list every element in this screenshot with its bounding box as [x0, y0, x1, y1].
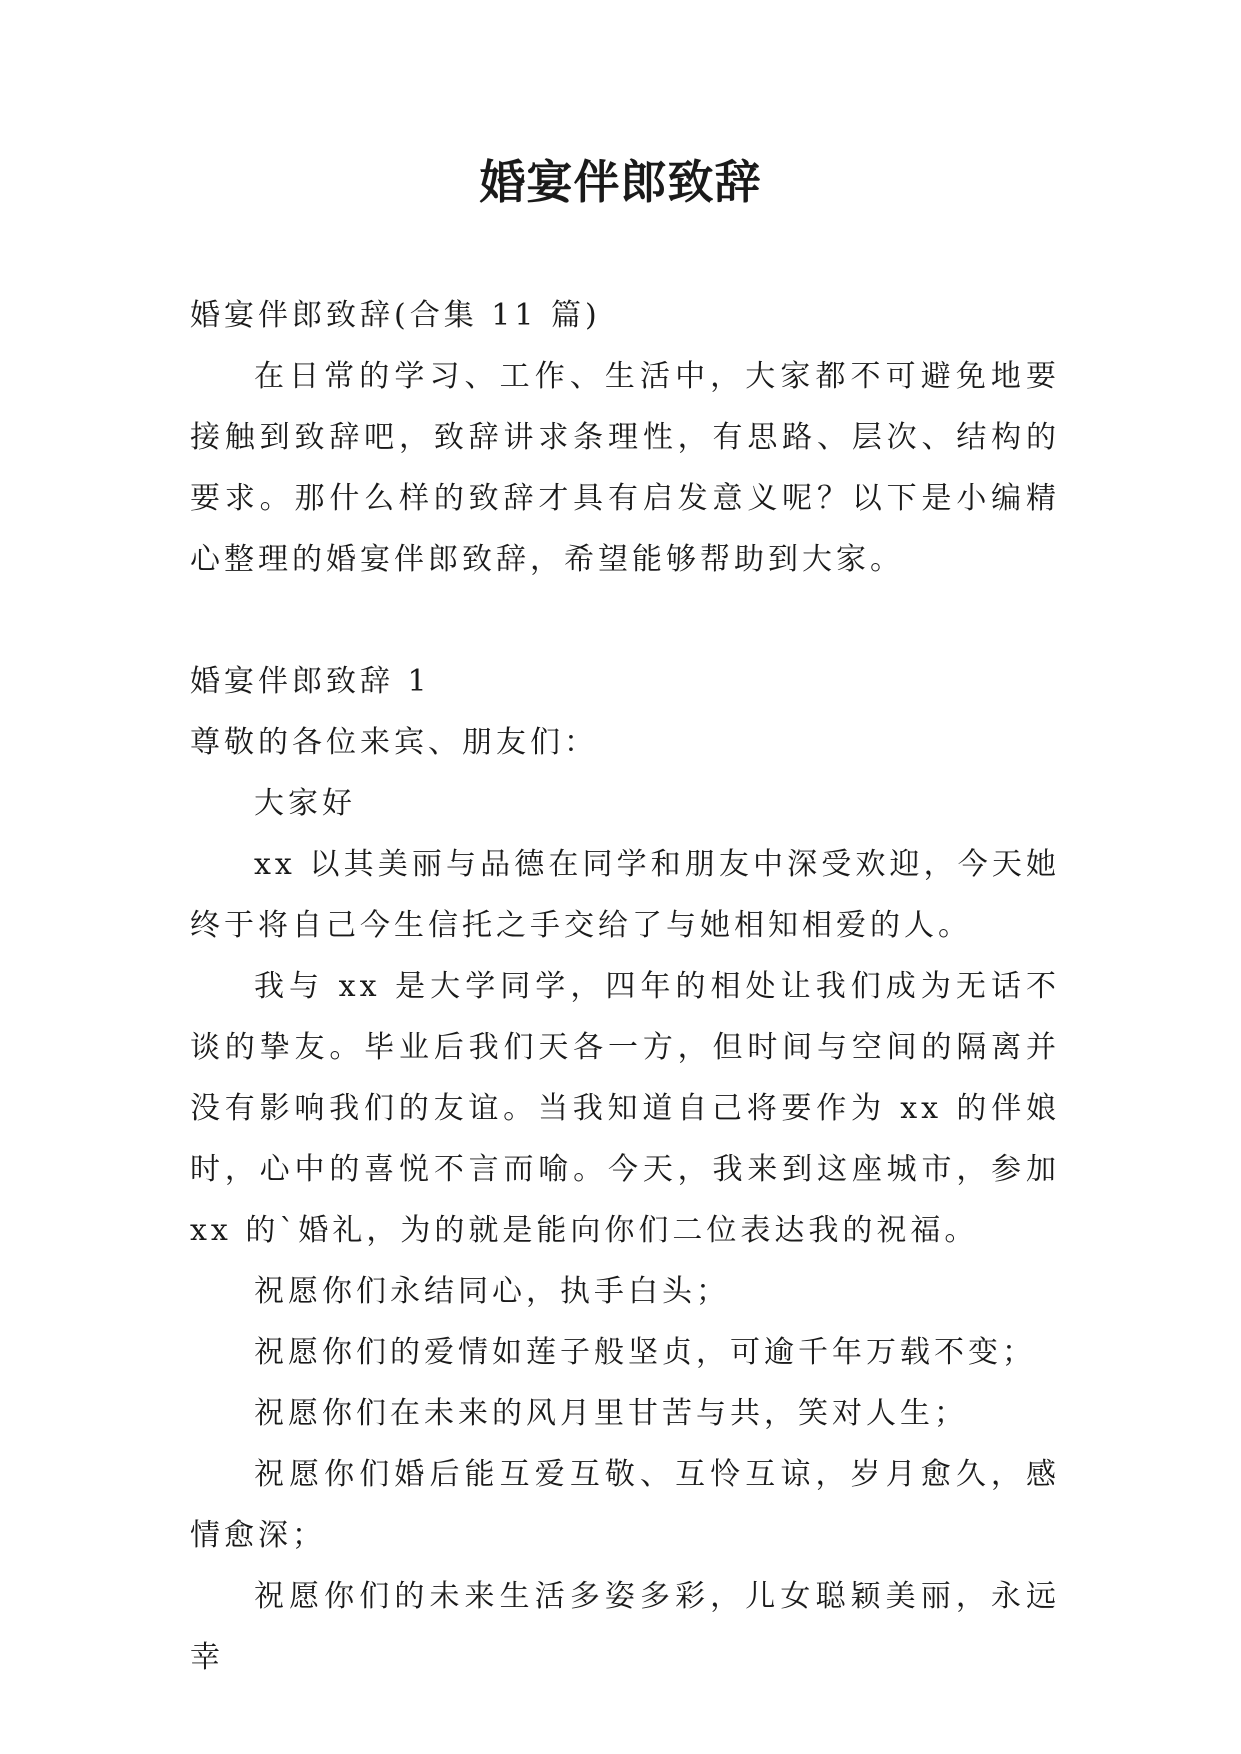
wish-line: 祝愿你们婚后能互爱互敬、互怜互谅，岁月愈久，感情愈深；	[190, 1457, 1060, 1553]
wish-line: 祝愿你们永结同心，执手白头；	[254, 1274, 730, 1309]
document-title: 婚宴伴郎致辞	[479, 155, 762, 209]
wish-line: 祝愿你们的未来生活多姿多彩，儿女聪颖美丽，永远幸	[190, 1579, 1060, 1675]
collection-subtitle: 婚宴伴郎致辞(合集 11 篇)	[190, 298, 601, 333]
section-spacer	[190, 590, 1060, 651]
section-heading: 婚宴伴郎致辞 1	[190, 664, 431, 699]
salutation: 尊敬的各位来宾、朋友们：	[190, 725, 598, 760]
wish-line: 祝愿你们的爱情如莲子般坚贞，可逾千年万载不变；	[254, 1335, 1036, 1370]
intro-paragraph: 在日常的学习、工作、生活中，大家都不可避免地要接触到致辞吧，致辞讲求条理性，有思路、层次、结构的要求。那什么样的致辞才具有启发意义呢？以下是小编精心整理的婚宴伴郎致辞，希望能够帮助到大家。	[190, 359, 1060, 577]
body-paragraph: 我与 xx 是大学同学，四年的相处让我们成为无话不谈的挚友。毕业后我们天各一方，但时间与空间的隔离并没有影响我们的友谊。当我知道自己将要作为 xx 的伴娘时，心中的喜悦不言而喻。今天，我来到这座城市，参加 xx 的`婚礼，为的就是能向你们二位表达我的祝福。	[190, 969, 1060, 1248]
wish-line: 祝愿你们在未来的风月里甘苦与共，笑对人生；	[254, 1396, 968, 1431]
body-paragraph: xx 以其美丽与品德在同学和朋友中深受欢迎，今天她终于将自己今生信托之手交给了与她相知相爱的人。	[190, 847, 1060, 943]
document-body	[190, 285, 1060, 1688]
greeting: 大家好	[254, 786, 356, 821]
